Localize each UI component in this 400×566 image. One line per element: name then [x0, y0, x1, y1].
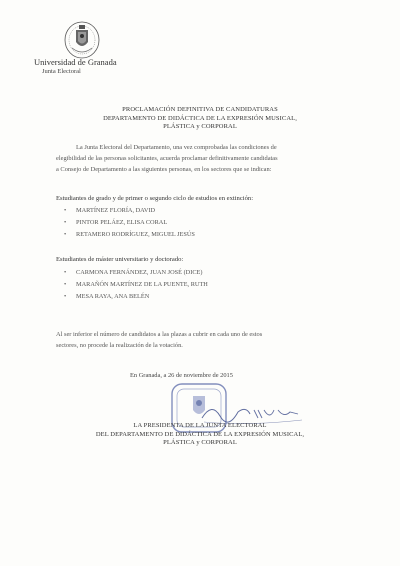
title-line: PLÁSTICA y CORPORAL: [163, 123, 237, 131]
intro-paragraph: [56, 142, 352, 175]
bullet-icon: •: [64, 269, 67, 276]
intro-line: La Junta Electoral del Departamento, una vez comprobadas las condiciones de: [76, 144, 277, 151]
list-item: [64, 229, 195, 241]
document-title: [40, 106, 360, 132]
signature-block: [40, 422, 360, 448]
date-line: En Granada, a 26 de noviembre de 2015: [130, 372, 233, 379]
candidate-list-undergrad: [64, 205, 195, 241]
title-line: PROCLAMACIÓN DEFINITIVA DE CANDIDATURAS: [122, 106, 278, 113]
note-line: Al ser inferior el número de candidatos a las plazas a cubrir en cada uno de estos: [56, 331, 263, 338]
candidate-name: PINTOR PELÁEZ, ELISA CORAL: [76, 219, 168, 226]
signature-line: PLÁSTICA y CORPORAL: [163, 439, 237, 447]
candidate-name: MARTÍNEZ FLORÍA, DAVID: [76, 207, 156, 214]
list-item: [64, 279, 208, 291]
intro-line: a Consejo de Departamento a las siguientes personas, en los sectores que se indican:: [56, 166, 272, 173]
list-item: [64, 291, 208, 303]
list-item: [64, 217, 195, 229]
note-line: sectores, no procede la realización de la votación.: [56, 342, 183, 349]
list-item: [64, 205, 195, 217]
candidate-name: MESA RAYA, ANA BELÉN: [76, 293, 150, 300]
list-item: [64, 267, 208, 279]
candidate-name: CARMONA FERNÁNDEZ, JUAN JOSÉ (DICE): [76, 269, 203, 276]
intro-line: elegibilidad de las personas solicitantes, acuerda proclamar definitivamente candidatas: [56, 155, 278, 162]
section-heading-masters: Estudiantes de máster universitario y doctorado:: [56, 256, 184, 263]
signature-line: DEL DEPARTAMENTO DE DIDÁCTICA DE LA EXPRESIÓN MUSICAL,: [95, 430, 305, 438]
bullet-icon: •: [64, 231, 67, 238]
bullet-icon: •: [64, 207, 67, 214]
candidate-name: MARAÑÓN MARTÍNEZ DE LA PUENTE, RUTH: [76, 281, 208, 288]
electoral-board-name: Junta Electoral: [42, 68, 81, 75]
note-paragraph: [56, 329, 352, 351]
bullet-icon: •: [64, 293, 67, 300]
bullet-icon: •: [64, 281, 67, 288]
signature-line: LA PRESIDENTA DE LA JUNTA ELECTORAL: [133, 422, 267, 429]
section-heading-undergrad: Estudiantes de grado y de primer o segundo ciclo de estudios en extinción:: [56, 195, 254, 202]
candidate-name: RETAMERO RODRÍGUEZ, MIGUEL JESÚS: [76, 231, 195, 238]
title-line: DEPARTAMENTO DE DIDÁCTICA DE LA EXPRESIÓN MUSICAL,: [103, 114, 297, 122]
university-crest-logo: [62, 20, 102, 60]
university-name: Universidad de Granada: [34, 57, 117, 67]
candidate-list-masters: [64, 267, 208, 303]
bullet-icon: •: [64, 219, 67, 226]
